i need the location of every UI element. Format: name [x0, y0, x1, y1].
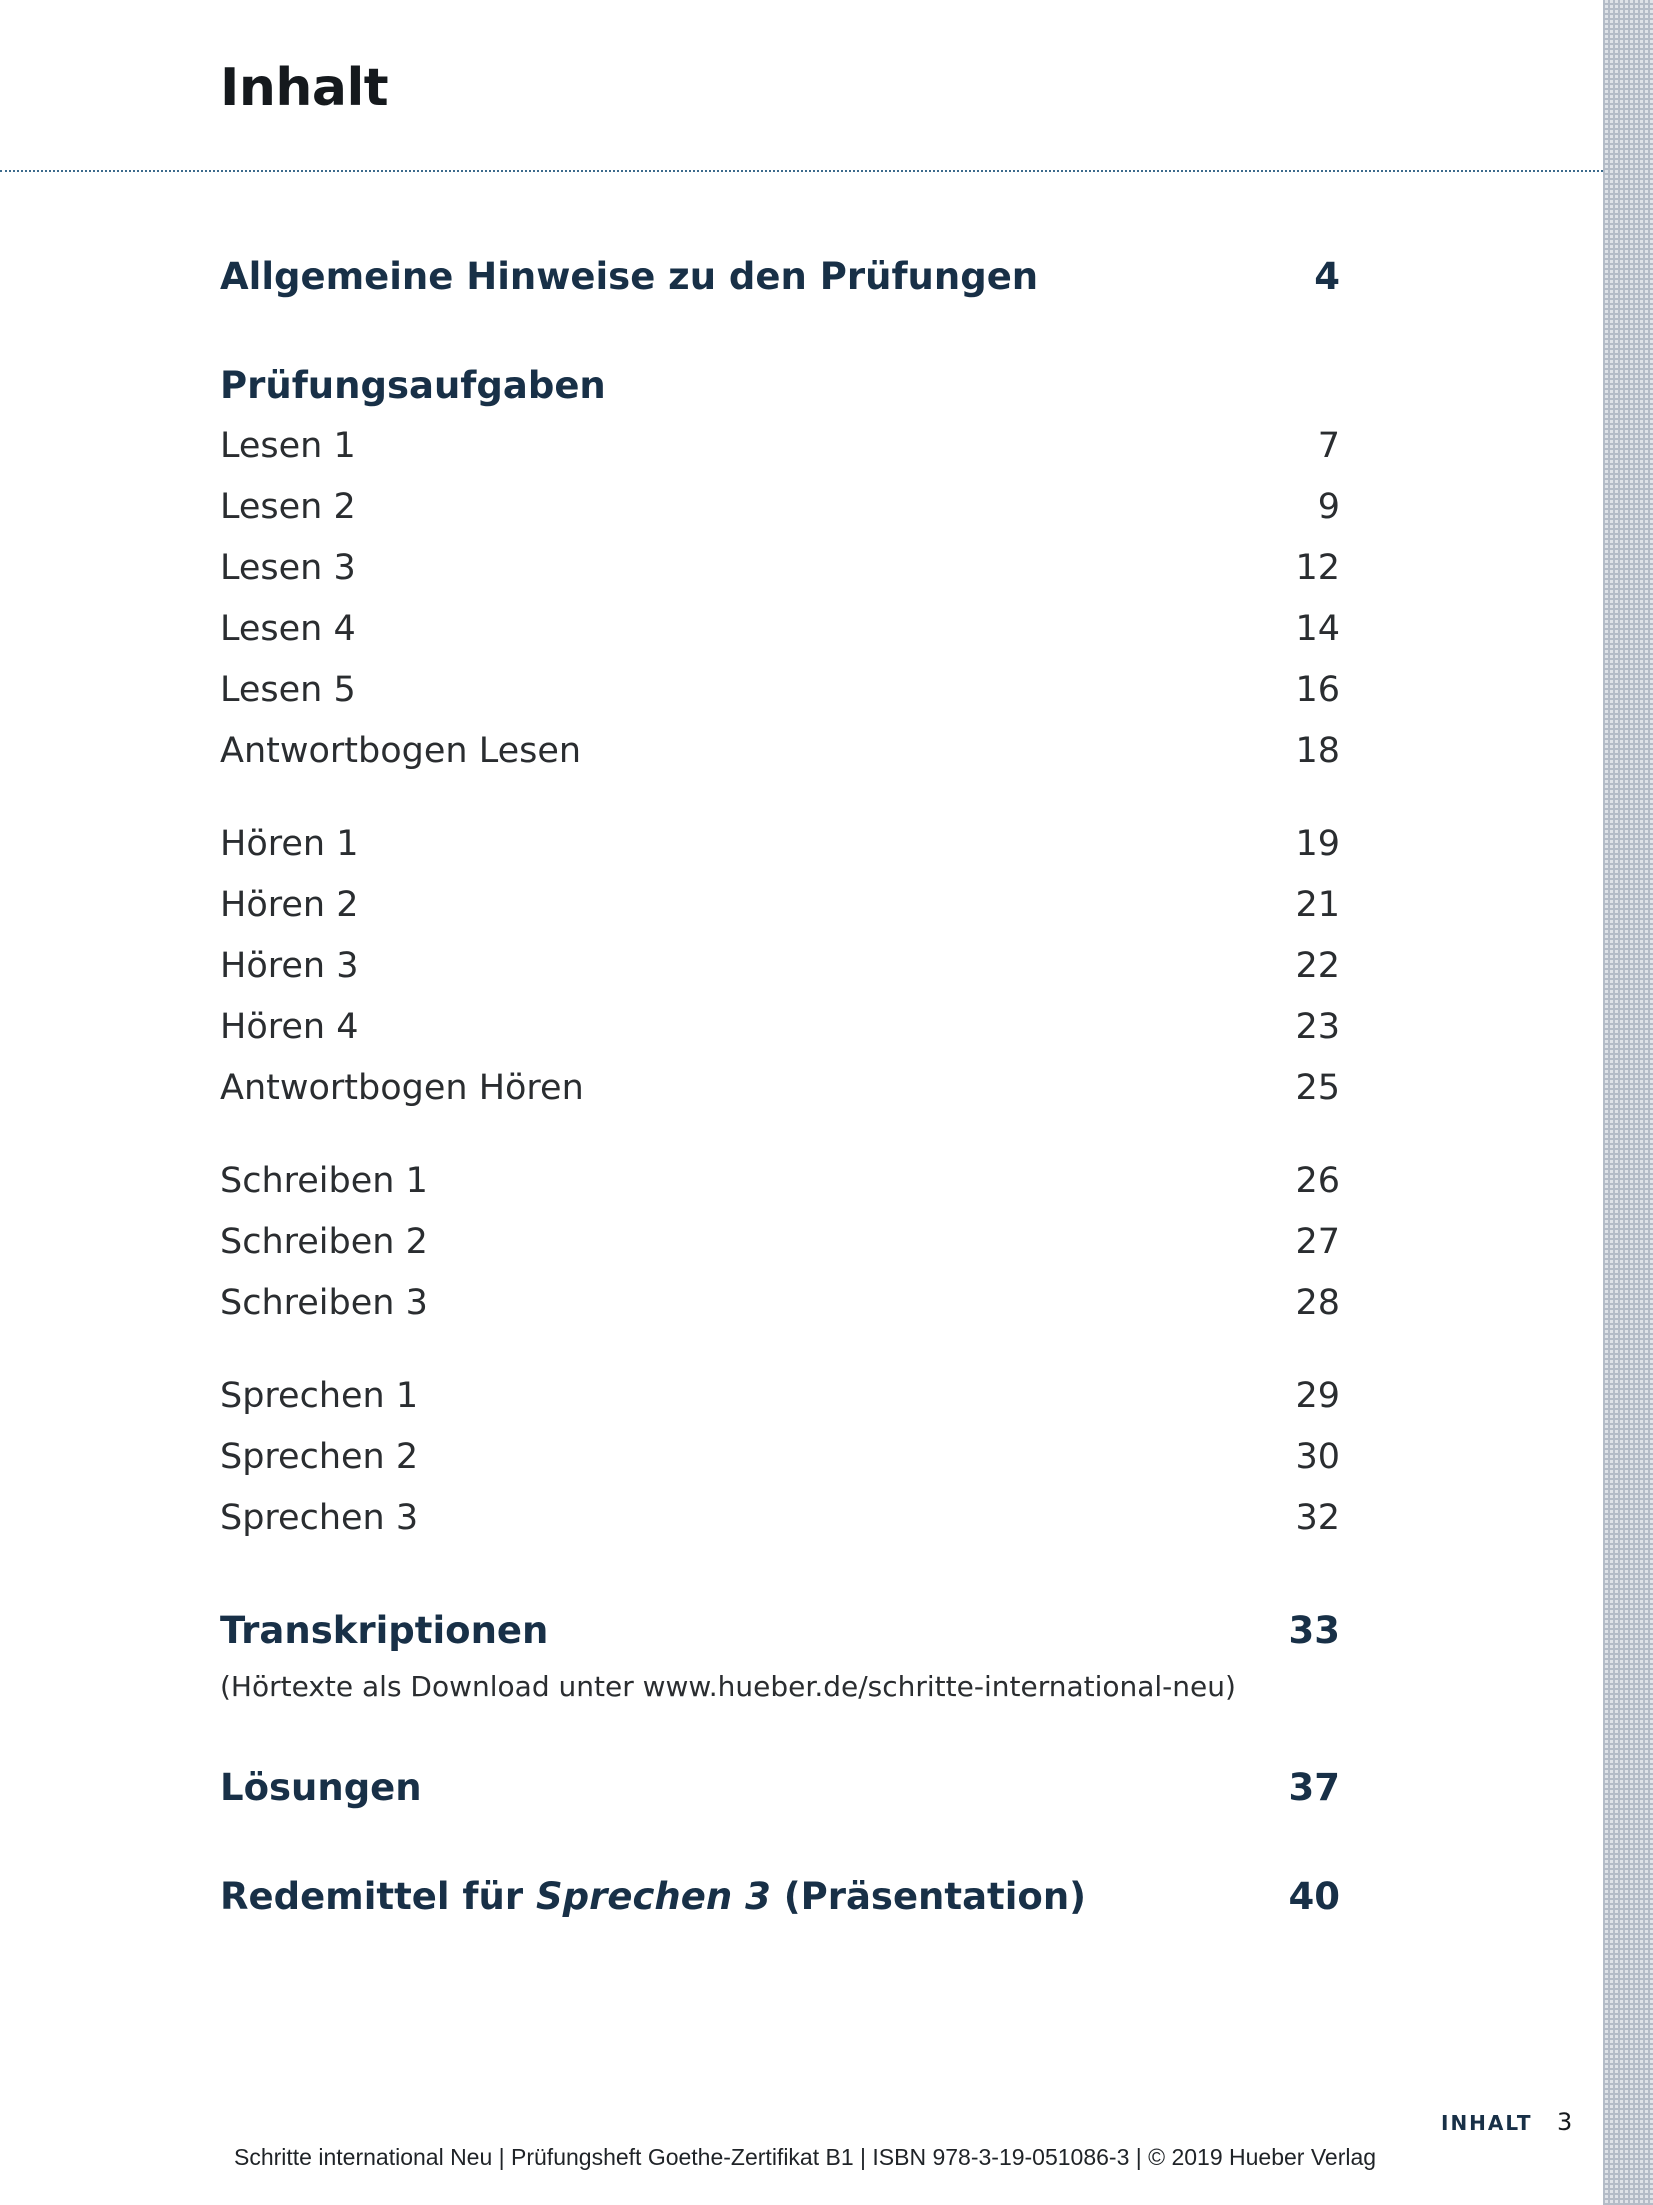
entry-label — [220, 1875, 1086, 1918]
entry-label: Schreiben 2 — [220, 1222, 428, 1262]
spacer — [220, 1559, 1340, 1609]
entry-label: Antwortbogen Lesen — [220, 731, 582, 771]
spacer — [220, 792, 1340, 824]
entry-label: Antwortbogen Hören — [220, 1068, 584, 1108]
entry-label: Hören 3 — [220, 946, 359, 986]
entry-label: Transkriptionen — [220, 1609, 549, 1652]
toc-entry-schreiben-2[interactable] — [220, 1222, 1340, 1283]
entry-page: 12 — [1295, 548, 1340, 588]
entry-page: 4 — [1314, 255, 1340, 298]
entry-page: 40 — [1288, 1875, 1340, 1918]
footer-credit: Schritte international Neu | Prüfungsheft Goethe-Zertifikat B1 | ISBN 978-3-19-051086-3 | © 2019 Hueber Verlag — [234, 2144, 1377, 2170]
entry-label: Lesen 4 — [220, 609, 356, 649]
toc-entry-hoeren-2[interactable] — [220, 885, 1340, 946]
toc-entry-lesen-3[interactable] — [220, 548, 1340, 609]
patterned-sidebar — [1603, 0, 1653, 2205]
entry-label: Lesen 5 — [220, 670, 356, 710]
toc-entry-lesen-5[interactable] — [220, 670, 1340, 731]
entry-page: 30 — [1295, 1437, 1340, 1477]
toc-entry-hoeren-4[interactable] — [220, 1007, 1340, 1068]
toc-entry-transkriptionen[interactable] — [220, 1609, 1340, 1670]
toc-entry-sprechen-2[interactable] — [220, 1437, 1340, 1498]
spacer — [220, 1344, 1340, 1376]
entry-label: Lesen 1 — [220, 426, 356, 466]
toc-entry-lesen-4[interactable] — [220, 609, 1340, 670]
entry-label: Hören 4 — [220, 1007, 359, 1047]
toc-entry-antwortbogen-lesen[interactable] — [220, 731, 1340, 792]
spacer — [220, 1129, 1340, 1161]
table-of-contents — [220, 255, 1340, 1936]
toc-entry-schreiben-1[interactable] — [220, 1161, 1340, 1222]
toc-entry-schreiben-3[interactable] — [220, 1283, 1340, 1344]
entry-page: 33 — [1288, 1609, 1340, 1652]
toc-entry-loesungen[interactable] — [220, 1766, 1340, 1827]
entry-page: 16 — [1295, 670, 1340, 710]
entry-page: 19 — [1295, 824, 1340, 864]
entry-label: Sprechen 2 — [220, 1437, 419, 1477]
page-number: 3 — [1557, 2108, 1573, 2136]
toc-entry-lesen-1[interactable] — [220, 426, 1340, 487]
toc-entry-hoeren-1[interactable] — [220, 824, 1340, 885]
entry-page: 29 — [1295, 1376, 1340, 1416]
entry-label-italic: Sprechen 3 — [536, 1875, 771, 1918]
entry-label: Hören 2 — [220, 885, 359, 925]
entry-page: 22 — [1295, 946, 1340, 986]
entry-page: 27 — [1295, 1222, 1340, 1262]
entry-label: Schreiben 3 — [220, 1283, 428, 1323]
entry-label-suffix: (Präsentation) — [770, 1875, 1087, 1918]
section-heading-pruefungsaufgaben: Prüfungsaufgaben — [220, 364, 606, 407]
entry-label-prefix: Redemittel für — [220, 1875, 536, 1918]
toc-entry-sprechen-3[interactable] — [220, 1498, 1340, 1559]
toc-entry-hinweise[interactable] — [220, 255, 1340, 316]
entry-page: 21 — [1295, 885, 1340, 925]
entry-page: 26 — [1295, 1161, 1340, 1201]
entry-label: Lesen 2 — [220, 487, 356, 527]
entry-page: 14 — [1295, 609, 1340, 649]
entry-page: 37 — [1288, 1766, 1340, 1809]
entry-page: 25 — [1295, 1068, 1340, 1108]
page-title: Inhalt — [220, 58, 389, 118]
entry-page: 18 — [1295, 731, 1340, 771]
toc-entry-lesen-2[interactable] — [220, 487, 1340, 548]
running-head: INHALT — [1441, 2111, 1533, 2135]
toc-entry-antwortbogen-hoeren[interactable] — [220, 1068, 1340, 1129]
spacer — [220, 316, 1340, 364]
toc-entry-sprechen-1[interactable] — [220, 1376, 1340, 1437]
entry-page: 32 — [1295, 1498, 1340, 1538]
entry-page: 9 — [1317, 487, 1340, 527]
entry-label: Sprechen 3 — [220, 1498, 419, 1538]
entry-page: 23 — [1295, 1007, 1340, 1047]
toc-entry-hoeren-3[interactable] — [220, 946, 1340, 1007]
dotted-divider — [0, 170, 1603, 172]
spacer — [220, 1720, 1340, 1766]
entry-label: Lesen 3 — [220, 548, 356, 588]
entry-label: Sprechen 1 — [220, 1376, 419, 1416]
download-note: (Hörtexte als Download unter www.hueber.de/schritte-international-neu) — [220, 1670, 1236, 1703]
entry-label: Lösungen — [220, 1766, 422, 1809]
entry-label: Allgemeine Hinweise zu den Prüfungen — [220, 255, 1039, 298]
entry-page: 28 — [1295, 1283, 1340, 1323]
entry-label: Hören 1 — [220, 824, 359, 864]
toc-entry-redemittel[interactable] — [220, 1875, 1340, 1936]
spacer — [220, 1827, 1340, 1875]
entry-label: Schreiben 1 — [220, 1161, 428, 1201]
entry-page: 7 — [1317, 426, 1340, 466]
